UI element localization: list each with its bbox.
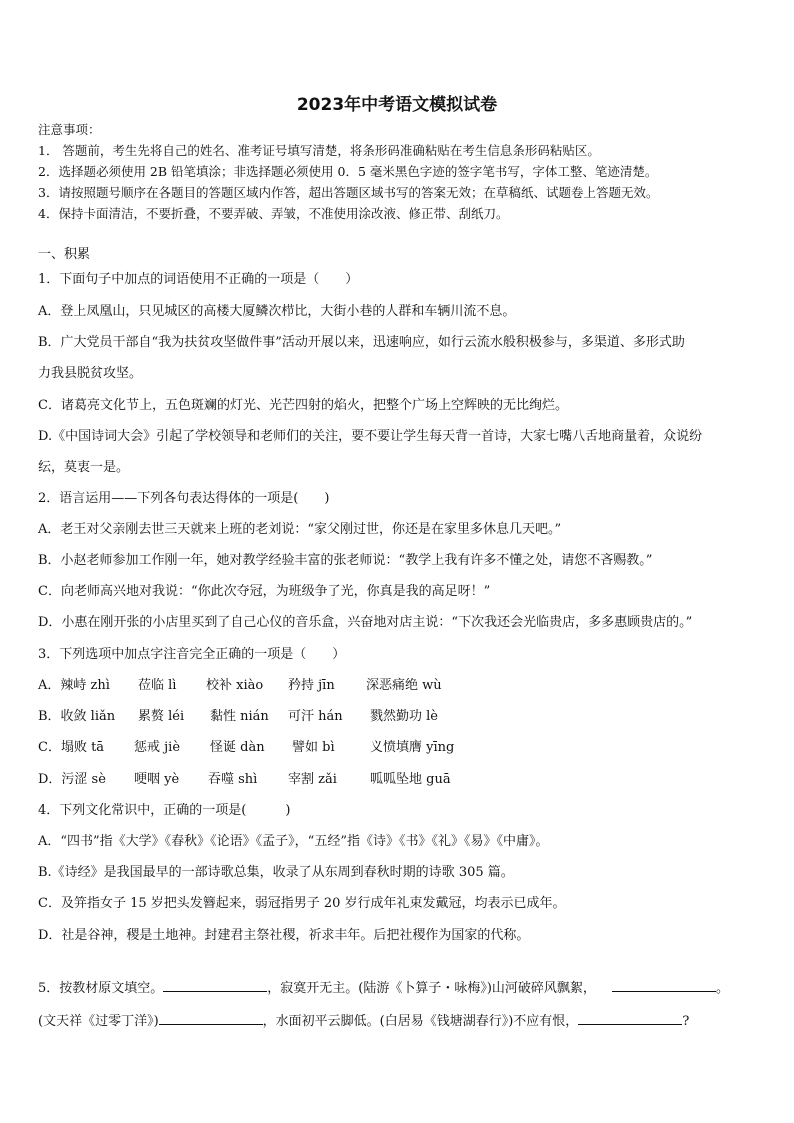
option-item: 怪诞 dàn — [210, 740, 265, 755]
option-row-c — [38, 739, 454, 757]
notice-item: 3．请按照题号顺序在各题目的答题区域内作答，超出答题区域书写的答案无效；在草稿纸、试题卷上答题无效。 — [38, 185, 659, 200]
answer-blank[interactable] — [159, 1010, 263, 1025]
option-item: 宰割 zǎi — [288, 772, 337, 787]
question-stem: 4．下列文化常识中，正确的一项是( ) — [38, 803, 291, 818]
option-item: C．塌败 tā — [38, 740, 105, 755]
question-text: 。 — [715, 981, 729, 996]
option-b: B．广大党员干部自“我为扶贫攻坚做件事”活动开展以来，迅速响应，如行云流水般积极参与，多渠道、多形式助 — [38, 335, 685, 350]
option-item: 黏性 nián — [210, 709, 269, 724]
option-a: A．登上凤凰山，只见城区的高楼大厦鳞次栉比，大街小巷的人群和车辆川流不息。 — [38, 304, 516, 319]
option-item: 哽咽 yè — [134, 772, 180, 787]
notice-item: 4．保持卡面清洁，不要折叠，不要弄破、弄皱，不准使用涂改液、修正带、刮纸刀。 — [38, 206, 509, 221]
question-stem: 2．语言运用——下列各句表达得体的一项是( ) — [38, 491, 330, 506]
option-c: C．诸葛亮文化节上，五色斑斓的灯光、光芒四射的焰火，把整个广场上空辉映的无比绚烂。 — [38, 398, 568, 413]
option-b-continued: 力我县脱贫攻坚。 — [38, 366, 143, 381]
answer-blank[interactable] — [612, 977, 716, 992]
option-row-d — [38, 771, 451, 789]
option-item: 譬如 bì — [292, 740, 335, 755]
question-text: ? — [682, 1014, 690, 1029]
option-item: 校补 xiào — [206, 678, 264, 693]
option-item: 呱呱坠地 guā — [370, 772, 451, 787]
option-b: B．小赵老师参加工作刚一年，她对教学经验丰富的张老师说：“教学上我有许多不懂之处，请您不吝赐教。” — [38, 553, 653, 568]
option-item: 义愤填膺 yīng — [370, 740, 455, 755]
question-stem: 1．下面句子中加点的词语使用不正确的一项是（ ） — [38, 272, 359, 287]
option-item: 深恶痛绝 wù — [366, 678, 442, 693]
fill-in-line-2 — [38, 1010, 689, 1031]
notice-item: 2．选择题必须使用 2B 铅笔填涂；非选择题必须使用 0．5 毫米黑色字迹的签字笔书写，字体工整、笔迹清楚。 — [38, 164, 658, 179]
option-item: 累赘 léi — [138, 709, 185, 724]
option-item: 莅临 lì — [138, 678, 177, 693]
option-row-b — [38, 708, 438, 726]
option-c: C．向老师高兴地对我说：“你此次夺冠，为班级争了光，你真是我的高足呀！” — [38, 584, 491, 599]
answer-blank[interactable] — [578, 1010, 682, 1025]
option-row-a — [38, 677, 442, 695]
option-d: D．社是谷神，稷是土地神。封建君主祭社稷，祈求丰年。后把社稷作为国家的代称。 — [38, 928, 530, 943]
option-item: 戮然勤功 lè — [370, 709, 438, 724]
option-d: D．小惠在刚开张的小店里买到了自己心仪的音乐盒，兴奋地对店主说：“下次我还会光临贵店，多多惠顾贵店的。” — [38, 615, 693, 630]
question-text: ，寂寞开无主。(陆游《卜算子・咏梅》)山河破碎风飘絮， — [267, 981, 596, 996]
question-stem: 3．下列选项中加点字注音完全正确的一项是（ ） — [38, 647, 346, 662]
option-item: B．收敛 liǎn — [38, 709, 116, 724]
question-text: (文天祥《过零丁洋》) — [38, 1014, 159, 1029]
option-item: 矜持 jīn — [288, 678, 335, 693]
answer-blank[interactable] — [163, 977, 267, 992]
option-item: D．污涩 sè — [38, 772, 106, 787]
option-item: 吞噬 shì — [208, 772, 258, 787]
option-item: 惩戒 jiè — [134, 740, 181, 755]
question-stem: 5．按教材原文填空。 — [38, 981, 164, 996]
option-b: B.《诗经》是我国最早的一部诗歌总集，收录了从东周到春秋时期的诗歌 305 篇。 — [38, 865, 514, 880]
option-d: D.《中国诗词大会》引起了学校领导和老师们的关注，要不要让学生每天背一首诗，大家七嘴八舌地商量着，众说纷 — [38, 429, 703, 444]
notice-item: 1． 答题前，考生先将自己的姓名、准考证号填写清楚，将条形码准确粘贴在考生信息条形码粘贴区。 — [38, 143, 600, 158]
option-item: A．辣峙 zhì — [38, 678, 110, 693]
option-d-continued: 纭，莫衷一是。 — [38, 460, 130, 475]
question-text: ，水面初平云脚低。(白居易《钱塘湖春行》)不应有恨， — [262, 1014, 579, 1029]
page-title: 2023年中考语文模拟试卷 — [296, 95, 498, 115]
fill-in-line-1 — [38, 977, 729, 998]
option-item: 可汗 hán — [288, 709, 343, 724]
option-a: A．“四书”指《大学》《春秋》《论语》《孟子》，“五经”指《诗》《书》《礼》《易》《中庸》。 — [38, 834, 549, 849]
notice-heading: 注意事项： — [38, 122, 101, 137]
option-a: A．老王对父亲刚去世三天就来上班的老刘说：“家父刚过世，你还是在家里多休息几天吧。” — [38, 522, 562, 537]
option-c: C．及笄指女子 15 岁把头发簪起来，弱冠指男子 20 岁行成年礼束发戴冠，均表示已成年。 — [38, 896, 566, 911]
section-heading: 一、积累 — [38, 247, 91, 262]
